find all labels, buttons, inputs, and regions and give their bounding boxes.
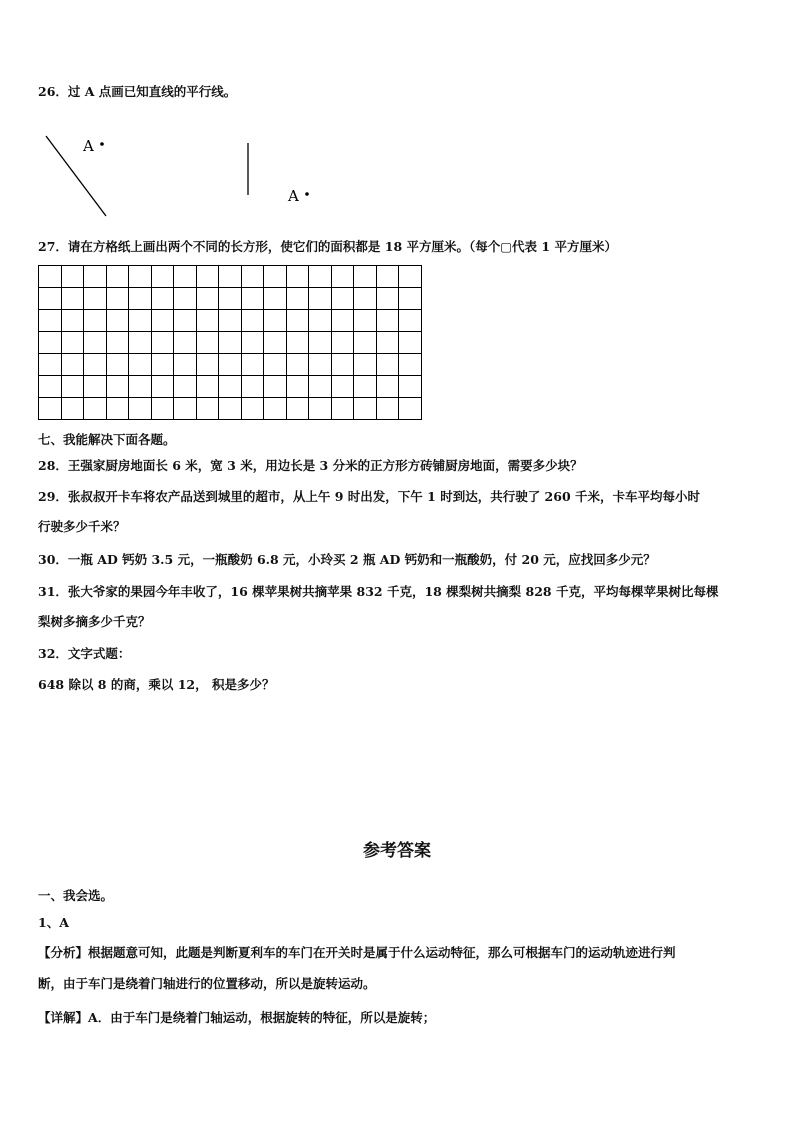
- question-27: 27．请在方格纸上画出两个不同的长方形，使它们的面积都是 18 平方厘米。（每个▢代表 1 平方厘米）: [38, 239, 617, 254]
- grid-cell: [61, 398, 84, 420]
- grid-cell: [241, 332, 264, 354]
- grid-cell: [354, 376, 377, 398]
- grid-cell: [286, 288, 309, 310]
- grid-cell: [309, 266, 332, 288]
- grid-cell: [309, 332, 332, 354]
- grid-cell: [309, 376, 332, 398]
- grid-cell: [129, 332, 152, 354]
- grid-cell: [286, 376, 309, 398]
- grid-cell: [219, 398, 242, 420]
- grid-cell: [331, 266, 354, 288]
- grid-cell: [39, 288, 62, 310]
- grid-cell: [106, 288, 129, 310]
- grid-cell: [151, 288, 174, 310]
- grid-cell: [331, 310, 354, 332]
- grid-cell: [39, 398, 62, 420]
- grid-cell: [84, 266, 107, 288]
- grid-cell: [241, 354, 264, 376]
- grid-cell: [129, 376, 152, 398]
- grid-cell: [309, 354, 332, 376]
- grid-cell: [331, 398, 354, 420]
- grid-cell: [61, 332, 84, 354]
- slanted-line: [46, 136, 106, 216]
- grid-cell: [286, 266, 309, 288]
- grid-cell: [309, 288, 332, 310]
- grid-cell: [129, 266, 152, 288]
- grid-cell: [174, 376, 197, 398]
- grid-cell: [39, 266, 62, 288]
- grid-cell: [399, 332, 422, 354]
- grid-cell: [376, 354, 399, 376]
- grid-cell: [84, 354, 107, 376]
- grid-cell: [84, 310, 107, 332]
- grid-cell: [309, 310, 332, 332]
- grid-cell: [39, 332, 62, 354]
- grid-cell: [264, 310, 287, 332]
- point-a-dot-1: [100, 142, 104, 146]
- grid-cell: [331, 288, 354, 310]
- grid-cell: [106, 266, 129, 288]
- grid-cell: [399, 310, 422, 332]
- question-32: 32．文字式题：: [38, 646, 131, 661]
- grid-cell: [151, 266, 174, 288]
- question-29-line-1: 29．张叔叔开卡车将农产品送到城里的超市，从上午 9 时出发，下午 1 时到达，共行驶了 260 千米，卡车平均每小时: [38, 489, 700, 504]
- grid-cell: [151, 398, 174, 420]
- grid-cell: [354, 332, 377, 354]
- grid-row: [39, 266, 422, 288]
- grid-cell: [106, 332, 129, 354]
- grid-cell: [174, 266, 197, 288]
- grid-cell: [376, 310, 399, 332]
- grid-cell: [196, 398, 219, 420]
- grid-cell: [106, 398, 129, 420]
- grid-cell: [219, 310, 242, 332]
- grid-cell: [151, 354, 174, 376]
- grid-cell: [264, 332, 287, 354]
- grid-cell: [264, 376, 287, 398]
- grid-cell: [196, 310, 219, 332]
- grid-cell: [174, 398, 197, 420]
- grid-cell: [264, 398, 287, 420]
- grid-cell: [129, 354, 152, 376]
- grid-cell: [286, 310, 309, 332]
- grid-cell: [219, 376, 242, 398]
- grid-cell: [129, 288, 152, 310]
- point-a-label-1: A: [83, 137, 94, 155]
- grid-cell: [84, 398, 107, 420]
- grid-cell: [399, 354, 422, 376]
- grid-cell: [61, 288, 84, 310]
- grid-cell: [264, 266, 287, 288]
- grid-cell: [354, 266, 377, 288]
- grid-cell: [376, 288, 399, 310]
- grid-cell: [354, 288, 377, 310]
- grid-cell: [196, 354, 219, 376]
- square-grid-paper: [38, 265, 422, 420]
- grid-row: [39, 354, 422, 376]
- grid-cell: [219, 288, 242, 310]
- grid-cell: [286, 398, 309, 420]
- grid-cell: [174, 310, 197, 332]
- grid-cell: [241, 266, 264, 288]
- grid-cell: [129, 310, 152, 332]
- grid-cell: [84, 376, 107, 398]
- grid-row: [39, 310, 422, 332]
- grid-cell: [376, 266, 399, 288]
- grid-cell: [61, 376, 84, 398]
- grid-row: [39, 376, 422, 398]
- question-31-line-1: 31．张大爷家的果园今年丰收了，16 棵苹果树共摘苹果 832 千克，18 棵梨树共摘梨 828 千克，平均每棵苹果树比每棵: [38, 584, 719, 599]
- grid-cell: [151, 376, 174, 398]
- grid-row: [39, 288, 422, 310]
- grid-cell: [39, 354, 62, 376]
- grid-cell: [219, 354, 242, 376]
- grid-cell: [354, 398, 377, 420]
- grid-cell: [241, 376, 264, 398]
- question-29-line-2: 行驶多少千米？: [38, 519, 126, 534]
- grid-cell: [399, 266, 422, 288]
- grid-cell: [399, 398, 422, 420]
- grid-cell: [376, 398, 399, 420]
- grid-cell: [129, 398, 152, 420]
- grid-cell: [151, 310, 174, 332]
- grid-cell: [376, 332, 399, 354]
- question-31-line-2: 梨树多摘多少千克？: [38, 614, 151, 629]
- grid-cell: [196, 288, 219, 310]
- grid-cell: [61, 310, 84, 332]
- detail-line: 【详解】A．由于车门是绕着门轴运动，根据旋转的特征，所以是旋转；: [38, 1010, 436, 1025]
- question-28: 28．王强家厨房地面长 6 米，宽 3 米，用边长是 3 分米的正方形方砖铺厨房地面，需要多少块？: [38, 458, 583, 473]
- grid-cell: [174, 288, 197, 310]
- grid-cell: [174, 332, 197, 354]
- grid-cell: [264, 288, 287, 310]
- grid-cell: [399, 288, 422, 310]
- grid-cell: [39, 310, 62, 332]
- question-26: 26．过 A 点画已知直线的平行线。: [38, 84, 237, 99]
- point-a-dot-2: [305, 192, 309, 196]
- grid-cell: [84, 288, 107, 310]
- grid-cell: [219, 332, 242, 354]
- grid-cell: [106, 376, 129, 398]
- answers-section-1: 一、我会选。: [38, 888, 114, 903]
- grid-cell: [331, 354, 354, 376]
- grid-cell: [241, 398, 264, 420]
- question-30: 30．一瓶 AD 钙奶 3.5 元，一瓶酸奶 6.8 元，小玲买 2 瓶 AD 钙奶和一瓶酸奶，付 20 元，应找回多少元？: [38, 552, 656, 567]
- grid-cell: [354, 354, 377, 376]
- grid-cell: [264, 354, 287, 376]
- answer-1: 1、A: [38, 915, 69, 930]
- point-a-label-2: A: [288, 187, 299, 205]
- grid-cell: [286, 354, 309, 376]
- grid-cell: [331, 376, 354, 398]
- parallel-line-figure: [40, 128, 340, 220]
- grid-cell: [151, 332, 174, 354]
- grid-cell: [39, 376, 62, 398]
- grid-cell: [286, 332, 309, 354]
- analysis-line-2: 断，由于车门是绕着门轴进行的位置移动，所以是旋转运动。: [38, 976, 376, 991]
- grid-cell: [61, 354, 84, 376]
- analysis-line-1: 【分析】根据题意可知，此题是判断夏利车的车门在开关时是属于什么运动特征，那么可根据车门的运动轨迹进行判: [38, 945, 676, 960]
- grid-cell: [106, 310, 129, 332]
- grid-cell: [196, 266, 219, 288]
- grid-cell: [241, 310, 264, 332]
- grid-cell: [241, 288, 264, 310]
- grid-cell: [309, 398, 332, 420]
- grid-cell: [196, 332, 219, 354]
- grid-cell: [354, 310, 377, 332]
- grid-cell: [376, 376, 399, 398]
- grid-cell: [174, 354, 197, 376]
- section-7-heading: 七、我能解决下面各题。: [38, 432, 176, 447]
- grid-cell: [84, 332, 107, 354]
- grid-row: [39, 398, 422, 420]
- answers-title: 参考答案: [363, 841, 431, 861]
- grid-cell: [399, 376, 422, 398]
- grid-cell: [219, 266, 242, 288]
- question-32-body: 648 除以 8 的商，乘以 12， 积是多少？: [38, 677, 275, 692]
- grid-cell: [61, 266, 84, 288]
- grid-row: [39, 332, 422, 354]
- grid-cell: [196, 376, 219, 398]
- grid-cell: [106, 354, 129, 376]
- grid-cell: [331, 332, 354, 354]
